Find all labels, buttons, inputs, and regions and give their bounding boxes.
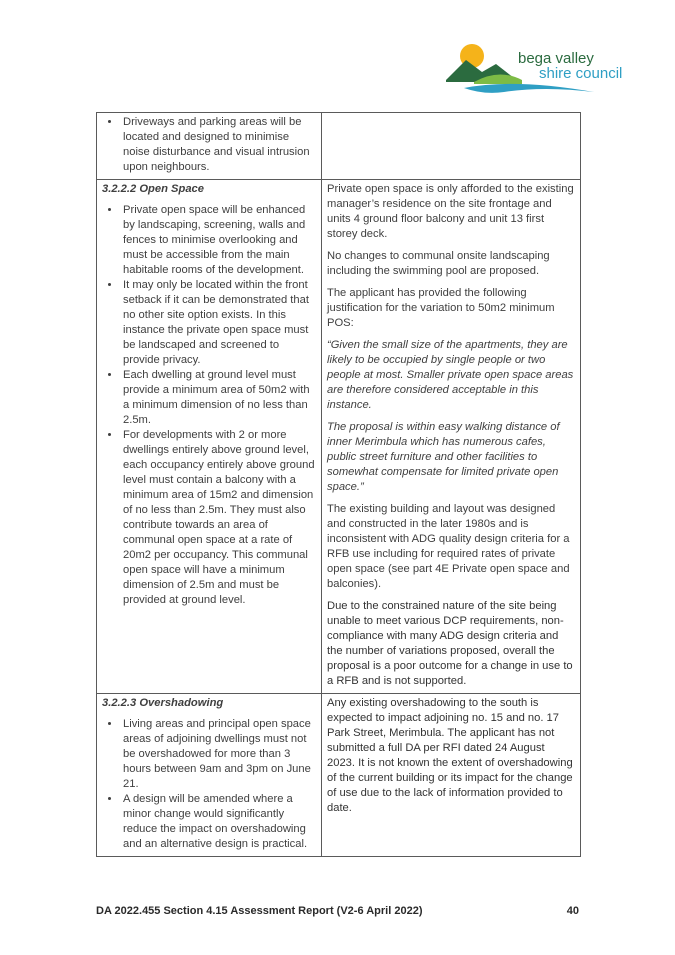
list-item: • Each dwelling at ground level must provide a minimum area of 50m2 with a minimum dimension of no less than 2.5m. <box>121 368 316 428</box>
list-item: • Living areas and principal open space areas of adjoining dwellings must not be overshadowed for more than 3 hours between 9am and 3pm on June 21. <box>121 717 316 792</box>
assessment-cell <box>322 694 581 857</box>
assessment-cell <box>322 180 581 694</box>
logo-wordmark <box>518 51 622 81</box>
table-row <box>97 113 581 180</box>
assessment-table <box>96 112 581 857</box>
page-number: 40 <box>566 905 579 917</box>
page-footer <box>96 905 579 917</box>
paragraph: The applicant has provided the following justification for the variation to 50m2 minimum POS: <box>327 287 555 329</box>
list-item: • For developments with 2 or more dwellings entirely above ground level, each occupancy entirely above ground level must contain a balcony with a minimum area of 15m2 and dimension of no less than 2.5m. They must also contribute towards an area of communal open space at a rate of 20m2 per occupancy. This communal open space will have a minimum dimension of 2.5m and must be provided at ground level. <box>121 428 316 608</box>
control-cell <box>97 694 322 857</box>
footer-text: DA 2022.455 Section 4.15 Assessment Report (V2-6 April 2022) <box>96 905 423 917</box>
logo-line2: shire council <box>539 65 623 82</box>
paragraph: No changes to communal onsite landscaping including the swimming pool are proposed. <box>327 250 550 277</box>
section-heading: 3.2.2.3 Overshadowing <box>102 697 224 709</box>
control-cell <box>97 113 322 180</box>
wave-icon <box>464 84 594 93</box>
section-heading: 3.2.2.2 Open Space <box>102 183 204 195</box>
table-row <box>97 180 581 694</box>
paragraph: Due to the constrained nature of the site being unable to meet various DCP requirements, non-compliance with many ADG design criteria and the number of variations proposed, overall the proposal is a poor outcome for a change in use to a RFB and is not supported. <box>327 600 573 687</box>
list-item: • A design will be amended where a minor change would significantly reduce the impact on overshadowing and an alternative design is practical. <box>121 792 316 852</box>
control-list <box>102 717 316 852</box>
list-item: • Driveways and parking areas will be located and designed to minimise noise disturbance and visual intrusion upon neighbours. <box>121 115 316 175</box>
table-row <box>97 694 581 857</box>
paragraph: The existing building and layout was designed and constructed in the later 1980s and is inconsistent with ADG quality design criteria for a RFB use including for required rates of private open space (see part 4E Private open space and balconies). <box>327 503 570 590</box>
list-item: • It may only be located within the front setback if it can be demonstrated that no other site option exists. In this instance the private open space must be landscaped and screened to provide privacy. <box>121 278 316 368</box>
control-list <box>102 115 316 175</box>
list-item: • Private open space will be enhanced by landscaping, screening, walls and fences to minimise overlooking and must be accessible from the main habitable rooms of the development. <box>121 203 316 278</box>
assessment-cell <box>322 113 581 180</box>
paragraph: Private open space is only afforded to the existing manager’s residence on the site frontage and units 4 ground floor balcony and unit 13 first storey deck. <box>327 183 574 240</box>
logo-line1: bega valley <box>518 50 594 67</box>
control-cell <box>97 180 322 694</box>
quote-paragraph: “Given the small size of the apartments, they are likely to be occupied by single people or two people at most. Smaller private open space areas are therefore considered acceptable in this instance. <box>327 339 574 411</box>
control-list <box>102 203 316 608</box>
paragraph: Any existing overshadowing to the south is expected to impact adjoining no. 15 and no. 17 Park Street, Merimbula. The applicant has not submitted a full DA per RFI dated 24 August 2023. It is not known the extent of overshadowing of the current building or its impact for the change of use due to the lack of information provided to date. <box>327 697 573 814</box>
quote-paragraph: The proposal is within easy walking distance of inner Merimbula which has numerous cafes, public street furniture and other facilities to somewhat compensate for limited private open space.” <box>327 421 560 493</box>
